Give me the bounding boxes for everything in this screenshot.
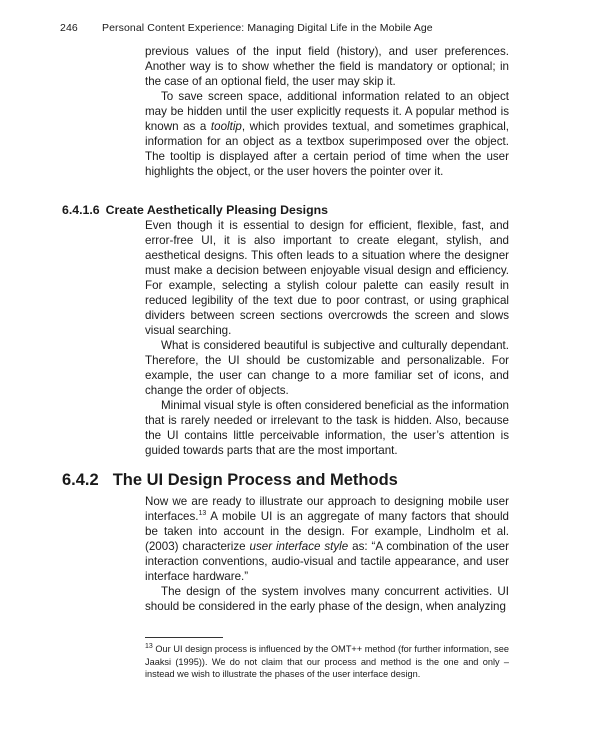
paragraph: previous values of the input field (history), and user preferences. Another way is to show whether the field is mandatory or optional; in the case of an optional field, the user may skip it. <box>145 45 509 88</box>
footnote-text: Our UI design process is influenced by the OMT++ method (for further information, see Jaaksi (1995)). We do not claim that our process and method is the one and only – instead we wish to illustrate the phases of the user interface design. <box>145 644 509 679</box>
continued-text-block <box>145 44 509 179</box>
section-heading-6-4-1-6 <box>62 203 328 217</box>
running-head <box>60 22 433 34</box>
section-title: The UI Design Process and Methods <box>112 471 398 489</box>
section-6-4-2-body <box>145 494 509 614</box>
paragraph: Now we are ready to illustrate our approach to designing mobile user interfaces.$^{13}$ A mobile UI is an aggregate of many factors that should be taken into account in the design. For example, Lindholm et al. (2003) characterize user interface style as: “A combination of the user interaction conventions, audio-visual and tactile appearance, and user interface hardware.” <box>145 495 509 583</box>
paragraph: What is considered beautiful is subjective and culturally dependant. Therefore, the UI should be customizable and personalizable. For example, the user can change to a more familiar set of icons, and change the order of objects. <box>145 339 509 397</box>
emphasis-ui-style: user interface style <box>249 540 349 553</box>
paragraph-tooltip: To save screen space, additional information related to an object may be hidden until the user explicitly requests it. A popular method is known as a tooltip, which provides textual, and sometimes graphical, information for an object as a textbox superimposed over the object. The tooltip is displayed after a certain period of time when the user highlights the object, or the user hovers the pointer over it. <box>145 90 509 178</box>
emphasis-tooltip: tooltip <box>210 120 242 133</box>
paragraph: Minimal visual style is often considered beneficial as the information that is rarely needed or irrelevant to the task is hidden. Also, because the UI contains little perceivable information, the user’s attention is guided towards parts that are the most important. <box>145 399 509 457</box>
paragraph: The design of the system involves many concurrent activities. UI should be considered in the early phase of the design, when analyzing <box>145 585 509 613</box>
section-number: 6.4.1.6 <box>62 203 100 217</box>
section-heading-6-4-2 <box>62 471 398 490</box>
footnote-marker: 13 <box>145 642 153 650</box>
section-title: Create Aesthetically Pleasing Designs <box>105 203 328 217</box>
section-number: 6.4.2 <box>62 471 99 489</box>
footnote <box>145 643 509 681</box>
footnote-rule <box>145 637 223 638</box>
footnote-ref: 13 <box>198 510 207 518</box>
paragraph: Even though it is essential to design for efficient, flexible, fast, and error-free UI, it is also important to create elegant, stylish, and aesthetical designs. This often leads to a situation where the designer must make a decision between enjoyable visual design and efficiency. For example, selecting a stylish colour palette can easily result in reduced legibility of the text due to poor contrast, or using graphical dividers between screen sections overcrowds the screen and slows visual searching. <box>145 219 509 337</box>
page-number: 246 <box>60 22 78 34</box>
section-6-4-1-6-body <box>145 218 509 458</box>
running-head-title: Personal Content Experience: Managing Digital Life in the Mobile Age <box>102 22 433 34</box>
